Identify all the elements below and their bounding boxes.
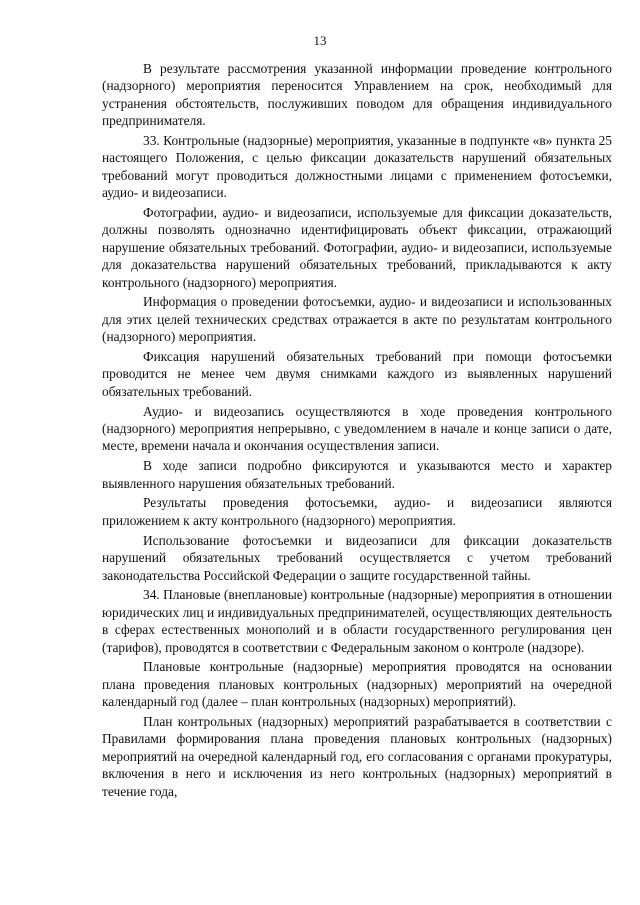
- page-number: 13: [313, 33, 327, 48]
- paragraph-10: 34. Плановые (внеплановые) контрольные (надзорные) мероприятия в отношении юридических лиц и индивидуальных предпринимателей, осуществляющих деятельность в сферах естественных монополий и в области государственного регулирования цен (тарифов), проводятся в соответствии с Федеральным законом о контроле (надзоре).: [102, 587, 612, 655]
- paragraph-7: В ходе записи подробно фиксируются и указываются место и характер выявленного нарушения обязательных требований.: [102, 458, 612, 491]
- paragraph-4: Информация о проведении фотосъемки, аудио- и видеозаписи и использованных для этих целей технических средствах отражается в акте по результатам контрольного (надзорного) мероприятия.: [102, 294, 612, 345]
- paragraph-8: Результаты проведения фотосъемки, аудио- и видеозаписи являются приложением к акту контрольного (надзорного) мероприятия.: [102, 495, 612, 528]
- document-body: [102, 60, 612, 802]
- paragraph-12: План контрольных (надзорных) мероприятий разрабатывается в соответствии с Правилами формирования плана проведения плановых контрольных (надзорных) мероприятий на очередной календарный год, его согласования с органами прокуратуры, включения в него и исключения из него контрольных (надзорных) мероприятий в течение года,: [102, 713, 612, 799]
- paragraph-11: Плановые контрольные (надзорные) мероприятия проводятся на основании плана проведения плановых контрольных (надзорных) мероприятий на очередной календарный год (далее – план контрольных (надзорных) мероприятий).: [102, 659, 612, 710]
- paragraph-9: Использование фотосъемки и видеозаписи для фиксации доказательств нарушений обязательных требований осуществляется с учетом требований законодательства Российской Федерации о защите государственной тайны.: [102, 532, 612, 583]
- paragraph-5: Фиксация нарушений обязательных требований при помощи фотосъемки проводится не менее чем двумя снимками каждого из выявленных нарушений обязательных требований.: [102, 349, 612, 399]
- paragraph-3: Фотографии, аудио- и видеозаписи, используемые для фиксации доказательств, должны позволять однозначно идентифицировать объект фиксации, отражающий нарушение обязательных требований. Фотографии, аудио- и видеозаписи, используемые для доказательства нарушений обязательных требований, прикладываются к акту контрольного (надзорного) мероприятия.: [102, 205, 612, 290]
- paragraph-2: 33. Контрольные (надзорные) мероприятия, указанные в подпункте «в» пункта 25 настоящего Положения, с целью фиксации доказательств нарушений обязательных требований могут проводиться должностными лицами с применением фотосъемки, аудио- и видеозаписи.: [102, 133, 612, 201]
- paragraph-1: В результате рассмотрения указанной информации проведение контрольного (надзорного) мероприятия переносится Управлением на срок, необходимый для устранения обстоятельств, послуживших поводом для обращения индивидуального предпринимателя.: [102, 61, 612, 129]
- paragraph-6: Аудио- и видеозапись осуществляются в ходе проведения контрольного (надзорного) мероприятия непрерывно, с уведомлением в начале и конце записи о дате, месте, времени начала и окончания осуществления записи.: [102, 403, 612, 454]
